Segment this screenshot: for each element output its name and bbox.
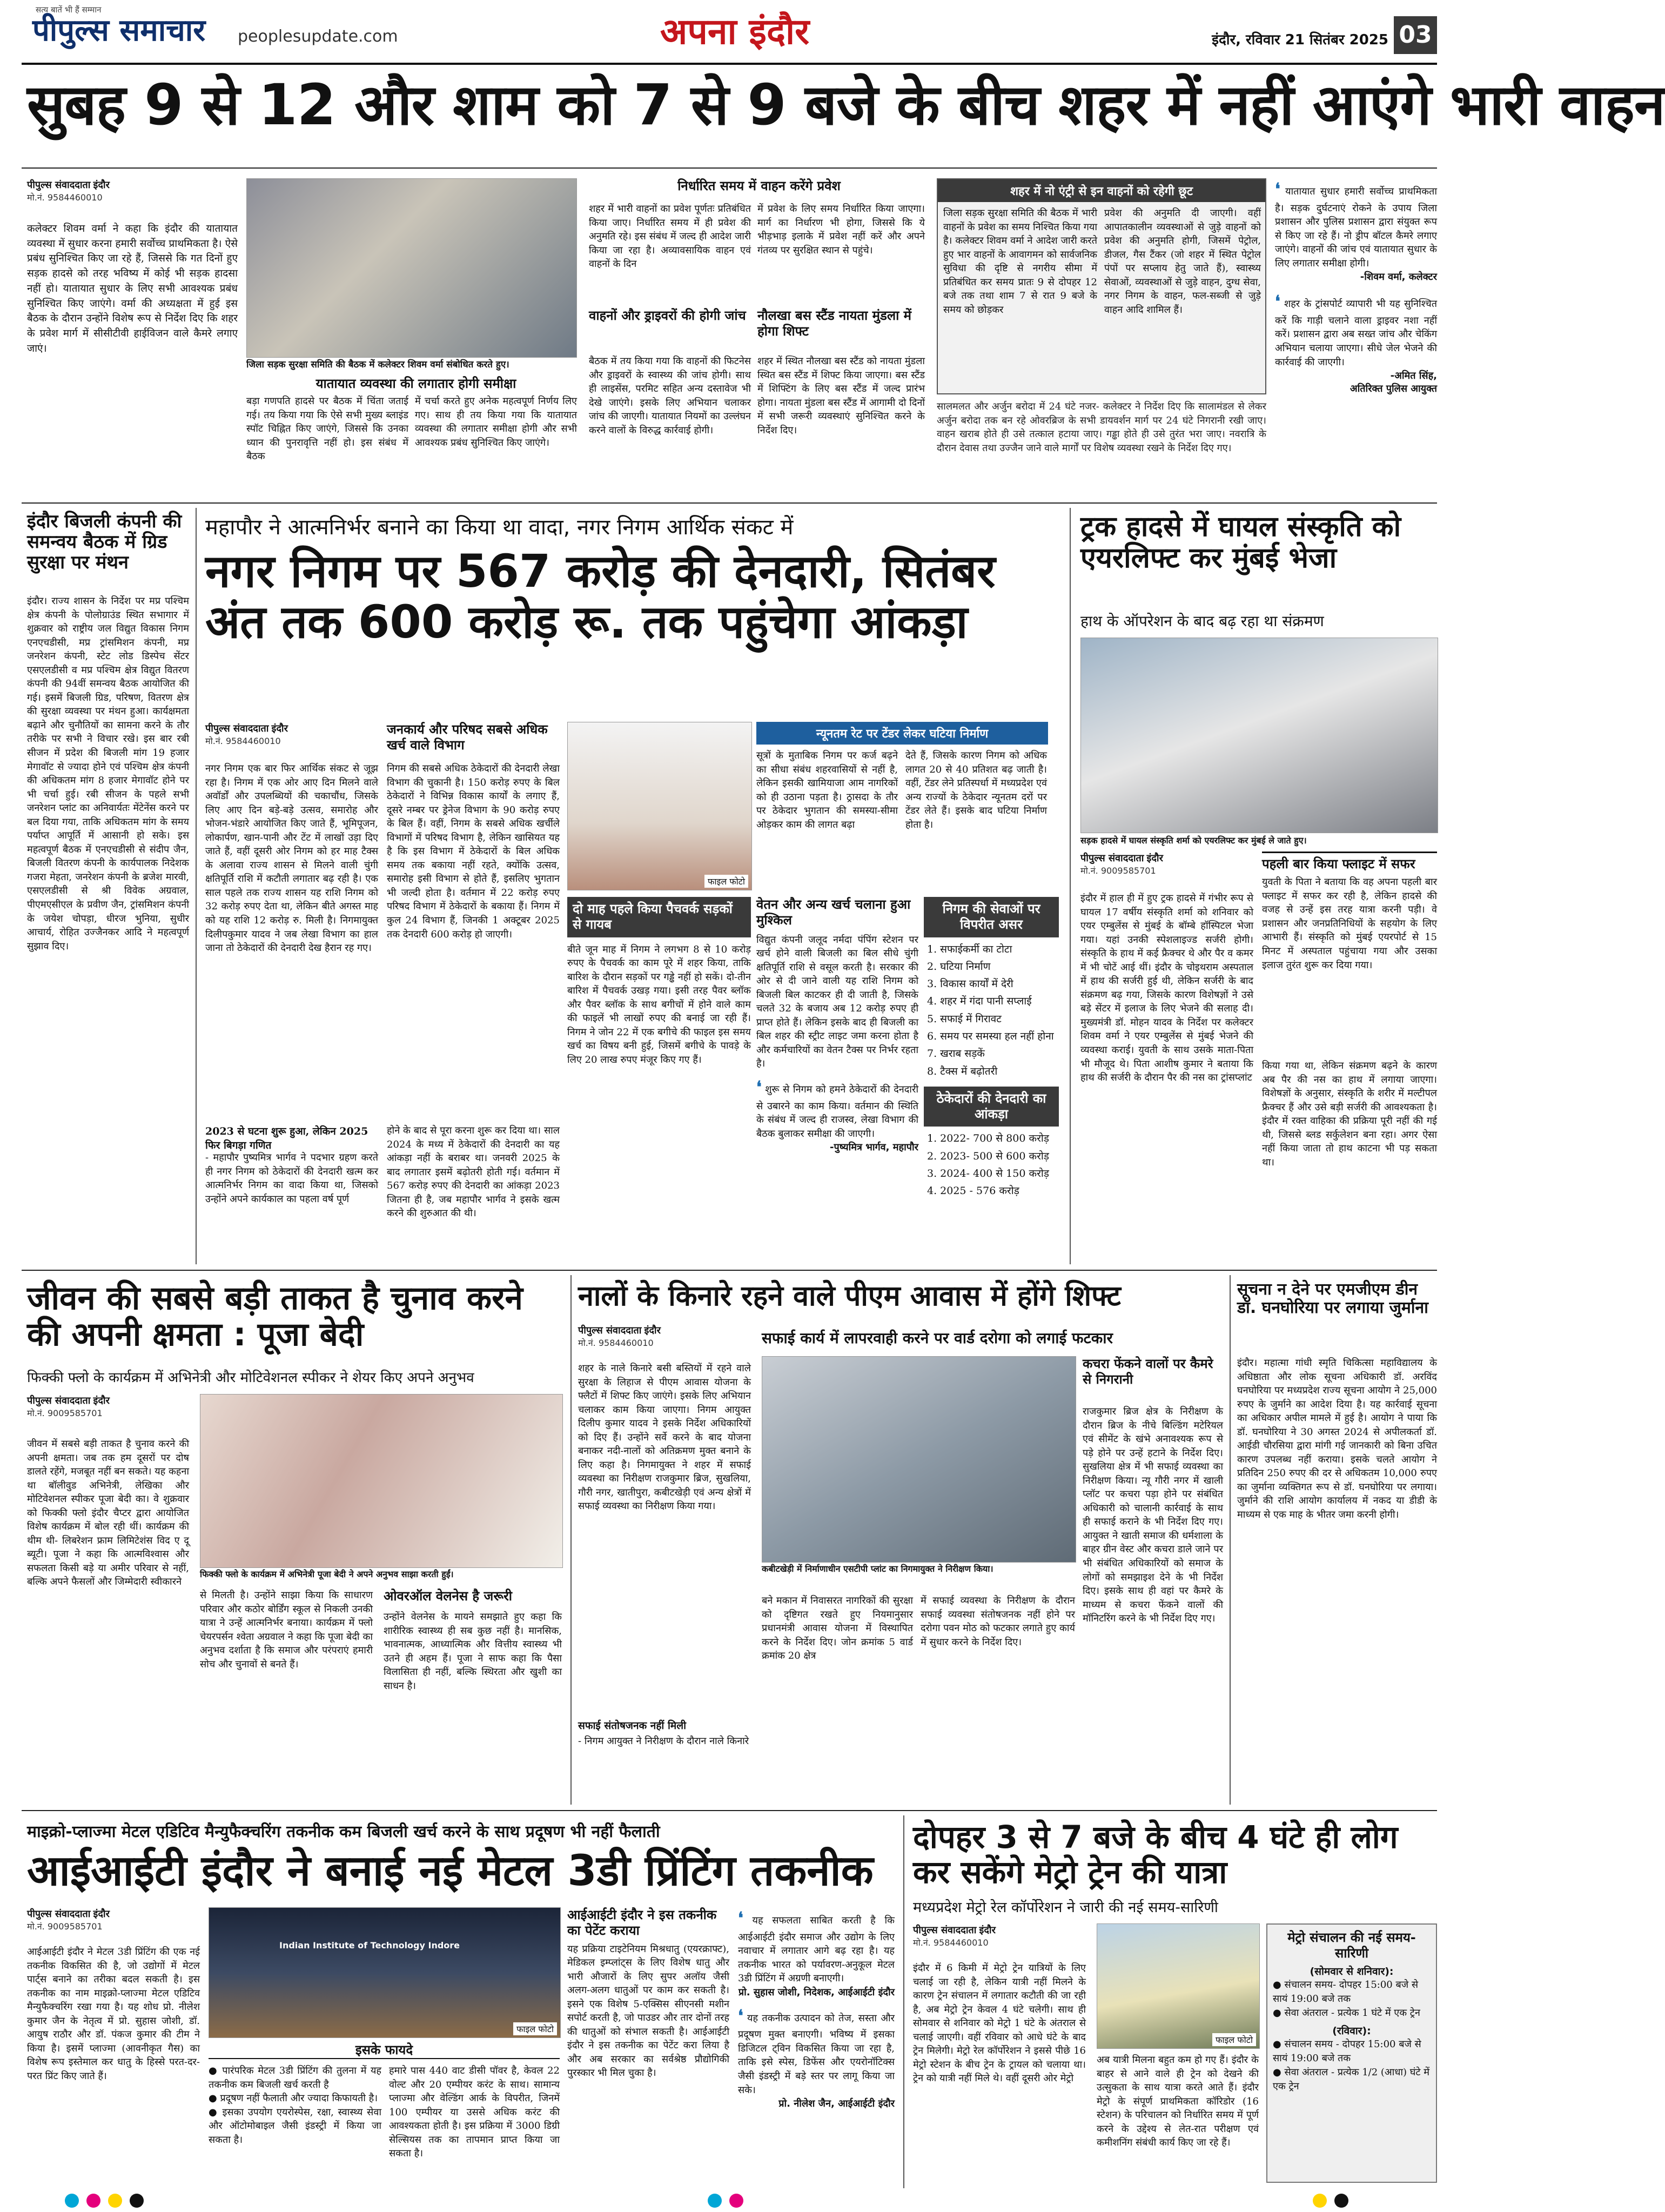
iit-patent-title: आईआईटी इंदौर ने इस तकनीक का पेटेंट कराया — [567, 1907, 717, 1939]
lead-sub1-text-a: बड़ा गणपति हादसे पर बैठक में चिंता जताई गई। तय किया गया कि ऐसे सभी मुख्य ब्लाइंड स्पॉट चिह्नित किए जाएंगे, जिससे कि उनका ध्यान की पुनरावृत्ति नहीं हो। इस संबंध में बैठक — [246, 396, 408, 462]
nala-col1-sub: सफाई संतोषजनक नहीं मिली — [578, 1720, 687, 1732]
registration-mark — [1313, 2194, 1327, 2208]
registration-mark — [1334, 2194, 1348, 2208]
lead-byline-block — [27, 178, 238, 203]
issue-date: इंदौर, रविवार 21 सितंबर 2025 — [1212, 32, 1388, 48]
byline-name: पीपुल्स संवाददाता — [27, 1395, 91, 1406]
municipal-col2-sub: जनकार्य और परिषद सबसे अधिक खर्च वाले विभाग — [387, 722, 548, 753]
lead-sub2: निर्धारित समय में वाहन करेंगे प्रवेश — [677, 178, 841, 193]
truck-text-b: किया गया था, लेकिन संक्रमण बढ़ने के कारण अब पैर की नस का हाथ में लगाया जाएगा। विशेषज्ञों के अनुसार, संस्कृति के शरीर में मल्टीपल फ्रैक्चर हैं और उसे बड़ी सर्जरी की आवश्यकता है। इंदौर में रक्त वाहिका की प्रक्रिया पूरी नहीं की गई थी, जिससे ब्लड सर्कुलेशन बना रहा। अगर ऐसा नहीं किया जाता तो हाथ काटना भी पड़ सकता था। — [1262, 1060, 1437, 1168]
truck-byline-block — [1080, 852, 1253, 876]
no-entry-box-text-b: प्रवेश की अनुमति दी जाएगी। वहीं आपातकालीन व्यवस्थाओं से जुड़े वाहनों को प्रवेश की अनुमति होगी, जिसमें पेट्रोल, डीजल, गैस टैंकर (जो शहर में स्थित पेट्रोल पंपों पर सप्लाय हेतु जाते हैं), स्वास्थ्य सेवाओं, व्यवस्थाओं से जुड़े वाहन, दुग्ध सेवा, नगर निगम के वाहन, फल-सब्जी से जुड़े वाहन आदि शामिल हैं। — [1104, 207, 1261, 316]
metro-text: इंदौर में 6 किमी में मेट्रो ट्रेन यात्रियों के लिए चलाई जा रही है, लेकिन यात्री नहीं मिलने के कारण ट्रेन संचालन में लगातार कटौती की जा रही है, अब मेट्रो ट्रेन केवल 4 घंटे चलेगी। साथ ही सोमवार से शनिवार को मेट्रो 1 घंटे के अंतराल से चलाई जाएगी। वहीं रविवार को आधे घंटे के बाद ट्रेन मिलेगी। मेट्रो रेल कॉर्पोरेशन ने इससे पीछे 16 मेट्रो स्टेशन के बीच ट्रेन के ट्रायल को चलाया था। ट्रेन को यात्री नहीं मिले थे। वहीं दूसरी ओर मेट्रो — [913, 1962, 1086, 2084]
metro-headline: दोपहर 3 से 7 बजे के बीच 4 घंटे ही लोग कर सकेंगे मेट्रो ट्रेन की यात्रा — [913, 1819, 1398, 1891]
byline-place: इंदौर — [93, 179, 110, 191]
effects-title: निगम की सेवाओं पर विपरीत असर — [924, 897, 1059, 937]
truck-photo-caption: सड़क हादसे में घायल संस्कृति शर्मा को एयरलिफ्ट कर मुंबई ले जाते हुए। — [1080, 835, 1307, 846]
effects-item: 2. घटिया निर्माण — [927, 960, 991, 973]
metro-schedule-item: ● संचालन समय - दोपहर 15:00 बजे से सायं 19:00 बजे तक — [1273, 2038, 1421, 2064]
byline-mobile: मो.नं. 9584460010 — [913, 1938, 989, 1948]
metro-schedule-box — [1266, 1923, 1437, 2183]
lead-photo-caption: जिला सड़क सुरक्षा समिति की बैठक में कलेक्टर शिवम वर्मा संबोधित करते हुए। — [246, 359, 509, 370]
tender-banner-text-a: सूत्रों के मुताबिक निगम पर कर्ज बढ़ने का सीधा संबंध शहरवासियों से नहीं है, लेकिन इसकी खामियाजा आम नागरिकों को ही उठाना पड़ता है। ठ्रासदा के तौर पर ठेकेदार भुगतान की समस्या-सीमा ओड़कर काम की लागत बढ़ा — [756, 750, 898, 830]
nala-headline: नालों के किनारे रहने वाले पीएम आवास में होंगे शिफ्ट — [578, 1280, 1121, 1312]
effects-item: 6. समय पर समस्या हल नहीं होना — [927, 1030, 1054, 1043]
brand-logo: पीपुल्स समाचार — [32, 13, 206, 48]
lead-col1: कलेक्टर शिवम वर्मा ने कहा कि इंदौर की यातायात व्यवस्था में सुधार करना हमारी सर्वोच्च प्राथमिकता है। ऐसे प्रबंध सुनिश्चित किए जा रहे हैं, जिससे कि गत दिनों हुए सड़क हादसे को तरह भविष्य में कोई भी सड़क हादसा नहीं हो। यातायात सुधार के लिए सभी आवश्यक प्रबंध सुनिश्चित किए जाएंगे। वर्मा की अध्यक्षता में हुई इस बैठक के दौरान उन्होंने विशेष रूप से निर्देश दिए कि शहर के प्रवेश मार्ग में सीसीटीवी हाईविजन वाले कैमरे लगाए जाएं। — [27, 223, 238, 354]
lead-sub1: यातायात व्यवस्था की लगातार होगी समीक्षा — [315, 376, 516, 391]
tender-banner-title: न्यूनतम रेट पर टेंडर लेकर घटिया निर्माण — [756, 722, 1048, 745]
stp-photo-caption: कबीटखेड़ी में निर्माणाधीन एसटीपी प्लांट का निगमायुक्त ने निरीक्षण किया। — [762, 1564, 993, 1574]
municipal-col1-b: - महापौर पुष्यमित्र भार्गव ने पदभार ग्रहण करते ही नगर निगम को ठेकेदारों की देनदारी खत्म कर आत्मनिर्भर निगम का वादा किया था, जिसको उन्होंने अपने कार्यकाल का पहला वर्ष पूर्ण — [205, 1152, 378, 1205]
quote-joshi: ❛ यह सफलता साबित करती है कि आईआईटी इंदौर समाज और उद्योग के लिए नवाचार में लगातार आगे बढ़ रहा है। यह तकनीक भारत को पर्यावरण-अनुकूल मेटल 3डी प्रिंटिंग में अग्रणी बनाएगी। — [738, 1909, 895, 1985]
salary-title: वेतन और अन्य खर्च चलाना हुआ मुश्किल — [756, 897, 911, 928]
tender-banner-text-b: देते हैं, जिसके कारण निगम को अधिक लागत 20 से 40 प्रतिशत बढ़ जाती है। वहीं, टेंडर लेने प्रतिस्पर्धा में मध्यप्रदेश एवं अन्य राज्यों के ठेकेदार न्यूनतम दरों पर टेंडर लेते हैं। इसके बाद घटिया निर्माण होता है। — [905, 750, 1047, 830]
municipal-headline: नगर निगम पर 567 करोड़ की देनदारी, सितंबर अंत तक 600 करोड़ रू. तक पहुंचेगा आंकड़ा — [205, 545, 996, 649]
byline-place: इंदौर — [1146, 853, 1163, 864]
metro-schedule-weekday: (सोमवार से शनिवार): — [1310, 1965, 1394, 1978]
effects-item: 8. टैक्स में बढ़ोतरी — [927, 1065, 998, 1077]
debt-title: ठेकेदारों की देनदारी का आंकड़ा — [924, 1087, 1059, 1127]
nala-byline-block — [578, 1324, 751, 1349]
quote-collector: ❛ यातायात सुधार हमारी सर्वोच्च प्राथमिकता है। सड़क दुर्घटनाएं रोकने के उपाय जिला प्रशासन और पुलिस प्रशासन द्वारा संयुक्त रूप से किए जा रहे हैं। नो ड्रीप बॉटल कैमरे लगाए जाएंगे। वाहनों की जांच एवं यातायात सुधार के लिए लगातार समीक्षा होगी। — [1275, 180, 1437, 269]
byline-place: इंदौर — [271, 723, 288, 734]
registration-mark — [86, 2194, 100, 2208]
effects-item: 5. सफाई में गिरावट — [927, 1013, 1002, 1025]
municipal-col2-b: होने के बाद से पूरा करना शुरू कर दिया था। साल 2024 के मध्य में ठेकेदारों की देनदारी का यह आंकड़ा नहीं के बराबर था। जनवरी 2025 के बाद लगातार इसमें बढ़ोतरी होती गई। वर्तमान में 567 करोड़ रुपए की देनदारी का आंकड़ा 2023 जितना ही है, जब महापौर भार्गव ने इसके खत्म करने की शुरुआत की थी। — [387, 1125, 560, 1219]
quote-police-sig2: अतिरिक्त पुलिस आयुक्त — [1350, 383, 1437, 395]
lead-sub3: वाहनों और ड्राइवरों की होगी जांच — [589, 308, 746, 323]
masthead-tagline: सत्य बातें भी हैं सम्मान — [36, 5, 102, 15]
registration-mark — [708, 2194, 722, 2208]
lead-quotes — [1275, 178, 1437, 481]
file-photo-label: फाइल फोटो — [1212, 2033, 1256, 2046]
byline-place: इंदौर — [93, 1395, 110, 1406]
mayor-quote: ❛ शुरू से निगम को हमने ठेकेदारों की देनदारी से उबारने का काम किया। वर्तमान की स्थिति के संबंध में जल्द ही राजस्व, लेखा विभाग की बैठक बुलाकर समीक्षा की जाएगी। — [756, 1078, 918, 1139]
debt-item: 3. 2024- 400 से 150 करोड़ — [927, 1168, 1049, 1180]
byline-mobile: मो.नं. 9009585701 — [27, 1408, 103, 1418]
iit-benefits-box — [209, 2042, 560, 2183]
file-photo-label: फाइल फोटो — [704, 875, 748, 888]
effects-list — [924, 937, 1059, 1083]
municipal-kicker: महापौर ने आत्मनिर्भर बनाने का किया था वादा, नगर निगम आर्थिक संकट में — [205, 515, 794, 540]
pooja-deck: फिक्की फ्लो के कार्यक्रम में अभिनेत्री और मोटिवेशनल स्पीकर ने शेयर किए अपने अनुभव — [27, 1370, 474, 1386]
overbridge-alert: सालमलत और अर्जुन बरोदा में 24 घंटे नजर- कलेक्टर ने निर्देश दिए कि सालामंडल से लेकर अर्जुन बरोदा तक बन रहे ओवरब्रिज के सभी डायवर्शन मार्ग पर 24 घंटे निगरानी रखी जाए। वाहन खराब होते ही उसे तत्काल हटाया जाए। गड्ढा होते ही उसे तुरंत भरा जाए। नवरात्रि के दौरान देवास तथा उज्जैन जाने वाले मार्गों पर विशेष व्यवस्था रखने के निर्देश दिए गए। — [937, 401, 1266, 454]
metro-schedule-sunday: (रविवार): — [1332, 2025, 1371, 2037]
iit-benefits-b: हमारे पास 440 वाट डीसी पॉवर है, केवल 22 वोल्ट और 20 एम्पीयर करंट के साथ। सामान्य प्लाज्मा और वेल्डिंग आर्क के विपरीत, जिनमें 100 एम्पीयर या उससे अधिक करंट की आवश्यकता होती है। इस प्रक्रिया में 3000 डिग्री सेल्सियस तक का तापमान प्राप्त किया जा सकता है। — [389, 2065, 560, 2160]
iit-campus-photo — [209, 1907, 561, 2038]
metro-schedule-item: ● सेवा अंतराल - प्रत्येक 1 घंटे में एक ट्रेन — [1273, 2007, 1420, 2019]
quote-collector-sig: -शिवम वर्मा, कलेक्टर — [1360, 271, 1437, 283]
metro-deck: मध्यप्रदेश मेट्रो रेल कॉर्पोरेशन ने जारी की नई समय-सारिणी — [913, 1899, 1218, 1916]
metro-text-b: अब यात्री मिलना बहुत कम हो गए हैं। इंदौर के बाहर से आने वाले ही ट्रेन को देखने की उत्सुकता के साथ यात्रा करते आते हैं। इंदौर मेट्रो के संपूर्ण प्राथमिकता कॉरिडोर (16 स्टेशन) के परिचालन को निर्धारित समय में पूर्ण करने के उद्देश्य से लेत-रात परीक्षण एवं कमीशनिंग संबंधी कार्य किए जा रहे हैं। — [1097, 2054, 1259, 2149]
iit-benefits-title: इसके फायदे — [209, 2042, 560, 2059]
byline-place: इंदौर — [644, 1325, 661, 1336]
debt-item: 1. 2022- 700 से 800 करोड़ — [927, 1132, 1049, 1145]
municipal-col1: नगर निगम एक बार फिर आर्थिक संकट से जूझ रहा है। निगम में एक ओर आए दिन मिलने वाले अवॉर्डों और उपलब्धियों की चकाचौंध, जिसके लिए आए दिन बड़े-बड़े उत्सव, समारोह और भोजन-भंडारे आयोजित किए जाते हैं, भूमिपूजन, लोकार्पण, खान-पानी और टेंट में लाखों उड़ा दिए जाते हैं, वहीं दूसरी ओर निगम को हर माह टैक्स के अलावा राज्य शासन से मिलने वाली चुंगी क्षतिपूर्ति राशि में कटौती लगातार बढ़ रही है। एक साल पहले तक राज्य शासन यह राशि निगम को 32 करोड़ रुपए देता था, लेकिन बीते अगस्त माह को यह राशि 12 करोड़ रु. मिली है। निगमायुक्त दिलीपकुमार यादव ने जब लेखा विभाग का हाल जाना तो ठेकेदारों की देनदारी देख हैरान रह गए। — [205, 763, 378, 954]
patchwork-title: दो माह पहले किया पैचवर्क सड़कों से गायब — [567, 897, 751, 937]
lead-sub3-text: बैठक में तय किया गया कि वाहनों की फिटनेस और ड्राइवरों के स्वास्थ्य की जांच होगी। साथ ही लाइसेंस, परमिट सहित अन्य दस्तावेज भी देखे जाएंगे। इसके लिए अभियान चलाकर जांच की जाएगी। यातायात नियमों का उल्लंघन करने वालों के विरुद्ध कार्रवाई होगी। — [589, 356, 751, 436]
byline-name: पीपुल्स संवाददाता — [913, 1925, 977, 1936]
debt-item: 2. 2023- 500 से 600 करोड़ — [927, 1150, 1049, 1162]
mgm-headline: सूचना न देने पर एमजीएम डीन डॉ. घनघोरिया पर लगाया जुर्माना — [1237, 1280, 1428, 1317]
no-entry-box-text-a: जिला सड़क सुरक्षा समिति की बैठक में भारी वाहनों के प्रवेश का समय निश्चित किया गया है। कलेक्टर शिवम वर्मा ने आदेश जारी करते हुए भार वाहनों के आवागमन को सार्वजनिक सुविधा की दृष्टि से नगरीय सीमा में प्रतिबंधित कर समय प्रातः 9 से दोपहर 12 बजे तक तथा शाम 7 से रात 9 बजे के समय को छोड़कर — [943, 207, 1097, 316]
pooja-photo-caption: फिक्की फ्लो के कार्यक्रम में अभिनेत्री पूजा बेदी ने अपने अनुभव साझा करती हुईं। — [200, 1569, 454, 1579]
nala-deck: सफाई कार्य में लापरवाही करने पर वार्ड दरोगा को लगाई फटकार — [762, 1329, 1113, 1347]
pooja-headline: जीवन की सबसे बड़ी ताकत है चुनाव करने की अपनी क्षमता : पूजा बेदी — [27, 1279, 523, 1354]
lead-headline: सुबह 9 से 12 और शाम को 7 से 9 बजे के बीच शहर में नहीं आएंगे भारी वाहन — [27, 72, 1665, 138]
lead-sub4: नौलखा बस स्टैंड नायता मुंडला में होगा शिफ्ट — [757, 308, 912, 339]
tender-banner — [756, 722, 1048, 884]
registration-mark — [65, 2194, 79, 2208]
no-entry-box — [937, 178, 1266, 394]
pooja-col2: से मिलती है। उन्होंने साझा किया कि साधारण परिवार और कठोर बोर्डिंग स्कूल से निकली उनकी यात्रा ने उन्हें आत्मनिर्भर बनाया। कार्यक्रम में फ्लो चेयरपर्सन श्वेता अग्रवाल ने कहा कि पूजा बेदी का अनुभव दर्शाता है कि समाज और परंपराएं हमारी सोच और चुनावों से बनते हैं। — [200, 1590, 373, 1670]
metro-schedule-weekday-list — [1273, 1978, 1431, 2020]
byline-mobile: मो.नं. 9009585701 — [1080, 866, 1156, 876]
patchwork-text: बीते जून माह में निगम ने लगभग 8 से 10 करोड़ रुपए के पैचवर्क का काम पूरे में शहर किया, ताकि बारिश के दौरान सड़कों पर गड्ढे नहीं हो सकें। दो-तीन बारिश में पैचवर्क उखड़ गया। इसी तरह पैवर ब्लॉक और पैवर ब्लॉक के साथ बगीचों में होने वाले काम की फाइलें भी लाखों रुपए की बनाई जा रही हैं। निगम ने जोन 22 में एक बगीचे की फाइल इस समय खर्च का विषय बनी हुई, जिसमें बगीचे के पावड़े के लिए 20 लाख रुपए मंजूर किए गए हैं। — [567, 943, 751, 1065]
effects-box — [924, 897, 1059, 1264]
power-headline: इंदौर बिजली कंपनी की समन्वय बैठक में ग्रिड सुरक्षा पर मंथन — [27, 511, 182, 574]
iit-kicker: माइक्रो-प्लाज्मा मेटल एडिटिव मैन्युफैक्चरिंग तकनीक कम बिजली खर्च करने के साथ प्रदूषण भी नहीं फैलाती — [27, 1822, 660, 1841]
quote-jain-sig: प्रो. नीलेश जैन, आईआईटी इंदौर — [778, 2098, 895, 2110]
iit-patent-text: यह प्रक्रिया टाइटेनियम मिश्रधातु (एयरक्राफ्ट), मेडिकल इम्प्लांट्स के लिए विशेष धातु और भारी औजारों के लिए सुपर अलॉय जैसी अलग-अलग धातुओं पर काम कर सकती है। इसने एक विशेष 5-एक्सिस सीएनसी मशीन सपोर्ट करती है, जो पाउडर और तार दोनों तरह की धातुओं को संभाल सकती है। आईआईटी इंदौर ने इस तकनीक का पेटेंट करा लिया है और अब सरकार का सर्वश्रेष्ठ प्रौद्योगिकी पुरस्कार भी मिल चुका है। — [567, 1943, 729, 2079]
file-photo-label: फाइल फोटो — [513, 2022, 557, 2035]
metro-schedule-title: मेट्रो संचालन की नई समय-सारिणी — [1287, 1930, 1416, 1961]
municipal-col2: निगम की सबसे अधिक ठेकेदारों की देनदारी लेखा विभाग की चुकानी है। 150 करोड़ रुपए के बिल ठेकेदारों ने विभिन्न विकास कार्यों के लगाए हैं, दूसरे नम्बर पर ड्रेनेज विभाग के 90 करोड़ रुपए के बिल हैं। वहीं, निगम के सबसे अधिक खर्चीले विभागों में परिषद विभाग है, लेकिन खासियत यह है कि इस विभाग में ठेकेदारों के बिल अधिक समय तक बकाया नहीं रहते, क्योंकि उत्सव, समारोह इसी विभाग से होते हैं, इसलिए भुगतान भी जल्दी होता है। वर्तमान में 22 करोड़ रुपए परिषद विभाग में ठेकेदारों के बकाया हैं। निगम में कुल 24 विभाग हैं, जिनकी 1 अक्टूबर 2025 तक देनदारी 600 करोड़ हो जाएगी। — [387, 763, 560, 940]
site-url[interactable]: peoplesupdate.com — [238, 27, 398, 46]
quote-joshi-sig: प्रो. सुहास जोशी, निदेशक, आईआईटी इंदौर — [738, 1986, 895, 1998]
pooja-col3: उन्होंने वेलनेस के मायने समझाते हुए कहा कि शारीरिक स्वास्थ्य ही सब कुछ नहीं है। मानसिक, भावनात्मक, आध्यात्मिक और वित्तीय स्वास्थ्य भी उतने ही अहम हैं। पूजा ने साफ कहा कि पैसा विलासिता ही नहीं, बल्कि स्थिरता और खुशी का साधन है। — [384, 1611, 562, 1692]
salary-box — [756, 897, 918, 1264]
municipal-building-photo — [567, 722, 752, 890]
metro-schedule-item: ● संचालन समय- दोपहर 15:00 बजे से सायं 19:00 बजे तक — [1273, 1979, 1418, 2005]
quote-police-sig: -अमित सिंह, — [1390, 370, 1437, 382]
truck-headline: ट्रक हादसे में घायल संस्कृति को एयरलिफ्ट कर मुंबई भेजा — [1080, 511, 1401, 575]
page-number: 03 — [1394, 16, 1437, 54]
debt-list — [924, 1127, 1059, 1203]
nala-col1-b: - निगम आयुक्त ने निरीक्षण के दौरान नाले किनारे — [578, 1735, 749, 1747]
quote-police: ❛ शहर के ट्रांसपोर्ट व्यापारी भी यह सुनिश्चित करें कि गाड़ी चलाने वाला ड्राइवर नशा नहीं करें। प्रशासन द्वारा अब सख्त जांच और चेकिंग अभियान चलाया जाएगा। सीधे जेल भेजने की कार्रवाई की जाएगी। — [1275, 292, 1437, 368]
debt-item: 4. 2025 - 576 करोड़ — [927, 1185, 1019, 1197]
byline-place: इंदौर — [979, 1925, 996, 1936]
byline-name: पीपुल्स संवाददाता — [27, 1908, 91, 1920]
registration-mark — [729, 2194, 743, 2208]
iit-headline: आईआईटी इंदौर ने बनाई नई मेटल 3डी प्रिंटिंग तकनीक — [27, 1847, 874, 1895]
effects-item: 7. खराब सड़कें — [927, 1048, 985, 1060]
lead-sub1-text-b: में चर्चा करते हुए अनेक महत्वपूर्ण निर्णय लिए गए। साथ ही तय किया गया कि यातायात व्यवस्था की लगातार समीक्षा होगी और सभी आवश्यक प्रबंध सुनिश्चित किए जाएंगे। — [415, 396, 577, 448]
iit-benefit-item: ● पारंपरिक मेटल 3डी प्रिंटिंग की तुलना में यह तकनीक कम बिजली खर्च करती है — [209, 2065, 381, 2090]
mgm-text: इंदौर। महात्मा गांधी स्मृति चिकित्सा महाविद्यालय के अधिष्ठाता और लोक सूचना अधिकारी डॉ. अरविंद घनघोरिया पर मध्यप्रदेश राज्य सूचना आयोग ने 25,000 रुपए के जुर्माने का आदेश दिया है। यह कार्रवाई सूचना का अधिकार अपील मामले में हुई है। आयोग ने पाया कि डॉ. घनघोरिया ने 30 अगस्त 2024 से अपीलकर्ता डॉ. आईडी चौरसिया द्वारा मांगी गई जानकारी को बिना उचित कारण उपलब्ध नहीं कराया। इसके चलते आयोग ने प्रतिदिन 250 रुपए की दर से अधिकतम 10,000 रुपए का जुर्माना व्यक्तिगत रूप से डॉ. घनघोरिया पर लगाया। जुर्माने की राशि आयोग कार्यालय में नकद या डीडी के माध्यम से एक माह के भीतर जमा करनी होगी। — [1237, 1357, 1437, 1521]
first-flight-title: पहली बार किया फ्लाइट में सफर — [1262, 856, 1415, 872]
lead-sub2-text-b: में प्रवेश के लिए समय निर्धारित किया जाएगा। मार्ग का निर्धारण भी होगा, जिससे कि ये भीड़भाड़ इलाके में प्रवेश नहीं करें और अपने गंतव्य पर सुरक्षित स्थान से पहुंचे। — [757, 203, 925, 256]
pooja-event-photo — [200, 1394, 563, 1568]
quote-jain: ❛ यह तकनीक उत्पादन को तेज, सस्ता और प्रदूषण मुक्त बनाएगी। भविष्य में इसका डिजिटल ट्विन विकसित किया जा रहा है, ताकि इसे स्पेस, डिफेंस और एयरोनॉटिक्स जैसी इंडस्ट्री में बड़े स्तर पर लागू किया जा सके। — [738, 2006, 895, 2096]
mayor-quote-sig: -पुष्यमित्र भार्गव, महापौर — [830, 1142, 918, 1154]
pooja-byline-block — [27, 1394, 189, 1419]
metro-schedule-item: ● सेवा अंतराल - प्रत्येक 1/2 (आधा) घंटे में एक ट्रेन — [1273, 2067, 1429, 2093]
first-flight-text: युवती के पिता ने बताया कि वह अपना पहली बार फ्लाइट में सफर कर रही है, लेकिन हादसे की वजह से उन्हें इस तरह यात्रा करनी पड़ी। वे प्रशासन और जनप्रतिनिधियों के सहयोग के लिए आभारी हैं। संस्कृति को मुंबई एयरपोर्ट से 15 मिनट में अस्पताल पहुंचाया गया और उसका इलाज तुरंत शुरू कर दिया गया। — [1262, 876, 1437, 971]
iit-byline-block — [27, 1907, 200, 1932]
first-flight-box — [1262, 852, 1437, 1057]
effects-item: 4. शहर में गंदा पानी सप्लाई — [927, 995, 1032, 1008]
byline-mobile: मो.नं. 9009585701 — [27, 1921, 103, 1932]
no-entry-box-title: शहर में नो एंट्री से इन वाहनों को रहेगी छूट — [938, 179, 1265, 202]
masthead — [0, 0, 1447, 64]
metro-train-photo — [1097, 1923, 1260, 2049]
nala-col1: शहर के नाले किनारे बसी बस्तियों में रहने वाले सुरक्षा के लिहाज से पीएम आवास योजना के फ्लैटों में शिफ्ट किए जाएंगे। इसके लिए अभियान चलाकर काम किया जाएगा। निगम आयुक्त दिलीप कुमार यादव ने इसके निर्देश अधिकारियों को दिए हैं। उन्होंने सर्वे करने के बाद योजना बनाकर नदी-नालों को अतिक्रमण मुक्त बनाने के लिए कहा है। निगमायुक्त ने शहर में सफाई व्यवस्था का निरीक्षण राजकुमार ब्रिज, सुखलिया, गौरी नगर, खातीपुरा, कबीटखेड़ी एवं अन्य क्षेत्रों में सफाई व्यवस्था का निरीक्षण किया गया। — [578, 1363, 751, 1512]
effects-item: 1. सफाईकर्मी का टोटा — [927, 943, 1012, 955]
municipal-col1-sub: 2023 से घटना शुरू हुआ, लेकिन 2025 फिर बिगड़ा गणित — [205, 1125, 368, 1151]
iit-quotes — [738, 1907, 895, 2183]
nala-col3: में सफाई व्यवस्था के निरीक्षण के दौरान सफाई व्यवस्था संतोषजनक नहीं होने पर दरोगा पवन मोठ को फटकार लगाते हुए कार्य में सुधार करने के निर्देश दिए। — [921, 1595, 1075, 1648]
lead-sub4-text: शहर में स्थित नौलखा बस स्टैंड को नायता मुंडला स्थित बस स्टैंड में शिफ्ट किया जाएगा। बस स्टैंड में शिफ्टिंग के लिए बस स्टैंड में जल्द प्रारंभ होगा। नायता मुंडला बस स्टैंड में आगामी दो दिनों में सभी जरूरी व्यवस्थाएं सुनिश्चित करने के निर्देश दिए। — [757, 356, 925, 436]
stp-plant-photo — [762, 1356, 1076, 1563]
byline-mobile: मो.नं. 9584460010 — [205, 736, 281, 746]
byline-mobile: मो.नं. 9584460010 — [578, 1338, 654, 1348]
truck-text-a: इंदौर में हाल ही में हुए ट्रक हादसे में गंभीर रूप से घायल 17 वर्षीय संस्कृति शर्मा को शनिवार को एयर एम्बुलेंस से मुंबई के बॉम्बे हॉस्पिटल भेजा गया। यहां उनकी स्पेशलाइज्ड सर्जरी होगी। संस्कृति के हाथ में कई फ्रैक्चर थे और पैर व कमर में भी चोटें आई थीं। इंदौर के चोइथराम अस्पताल में हाथ की सर्जरी हुई थी, लेकिन सर्जरी के बाद संक्रमण बढ़ गया, जिसके कारण विशेषज्ञों ने उसे बड़े सेंटर में इलाज के लिए भेजने की सलाह दी। मुख्यमंत्री डॉ. मोहन यादव के निर्देश पर कलेक्टर शिवम वर्मा ने एयर एम्बुलेंस से मुंबई भेजने की व्यवस्था कराई। युवती के साथ उसके माता-पिता भी मौजूद थे। पिता आशीष कुमार ने बताया कि हाथ की सर्जरी के दौरान पैर की नस का ट्रांसप्लांट — [1080, 893, 1253, 1084]
lead-sub2-text-a: शहर में भारी वाहनों का प्रवेश पूर्णतः प्रतिबंधित किया जाए। निर्धारित समय में ही प्रवेश की अनुमति रहे। इस संबंध में जल्द ही आदेश जारी किया जा रहा है। अव्यावसायिक वाहन एवं वाहनों के दिन — [589, 203, 751, 270]
metro-schedule-sunday-list — [1273, 2037, 1431, 2094]
registration-mark — [130, 2194, 144, 2208]
metro-byline-block — [913, 1923, 1097, 1948]
lead-photo — [246, 178, 577, 358]
iit-building-sign: Indian Institute of Technology Indore — [279, 1940, 460, 1950]
byline-name: पीपुल्स संवाददाता — [27, 179, 91, 191]
iit-col3 — [567, 1907, 729, 2183]
municipal-byline-block — [205, 722, 378, 747]
byline-name: पीपुल्स संवाददाता — [1080, 853, 1144, 864]
byline-name: पीपुल्स संवाददाता — [205, 723, 269, 734]
iit-benefit-item: ● प्रदूषण नहीं फैलाती और ज्यादा किफायती है। — [209, 2093, 378, 2104]
salary-text: विद्युत कंपनी जलूद नर्मदा पंपिंग स्टेशन पर खर्च होने वाली बिजली का बिल सीधे चुंगी क्षतिपूर्ति राशि से वसूल करती है। सरकार की ओर से दी जाने वाली यह राशि निगम को बिजली बिल काटकर ही दी जाती है, जिसके चलते 32 के बजाय अब 12 करोड़ रुपए ही प्राप्त होते हैं। लेकिन इसके बाद ही बिजली का बिल शहर की स्ट्रीट लाइट जमा करना होता है और कर्मचारियों का वेतन टैक्स पर निर्भर रहता है। — [756, 934, 918, 1070]
iit-col1: आईआईटी इंदौर ने मेटल 3डी प्रिंटिंग की एक नई तकनीक विकसित की है, जो उद्योगों में मेटल पार्ट्स बनाने का तरीका बदल सकती है। इस तकनीक का नाम माइक्रो-प्लाज्मा मेटल एडिटिव मैन्युफैक्चरिंग रखा गया है। यह शोध प्रो. नीलेश कुमार जैन के नेतृत्व में प्रो. सुहास जोशी, डॉ. आयुष राठौर और डॉ. पंकज कुमार की टीम ने किया है। इसमें प्लाज्मा (आवनीकृत गैस) का विशेष रूप इस्तेमाल कर धातु के हिस्से परत-दर-परत प्रिंट किए जाते हैं। — [27, 1946, 200, 2082]
power-text: इंदौर। राज्य शासन के निर्देश पर मप्र पश्चिम क्षेत्र कंपनी के पोलोग्राउंड स्थित सभागार में शुक्रवार को राष्ट्रीय जल विद्युत विकास निगम एनएचडीसी, मप्र ट्रांसमिशन कंपनी, मप्र जनरेशन कंपनी, स्टेट लोड डिस्पेच सेंटर एसएलडीसी व मप्र पश्चिम क्षेत्र विद्युत वितरण कंपनी की 94वीं समन्वय बैठक आयोजित की गई। इसमें बिजली ग्रिड, परिषण, वितरण क्षेत्र की सुरक्षा व्यवस्था पर मंथन हुआ। कार्यक्षमता बढ़ाने और चुनौतियों का सामना करने के तौर तरीके पर सभी ने विचार रखे। इस बार रबी सीजन में प्रदेश की बिजली मांग 19 हजार मेगावॉट से ज्यादा होने एवं पश्चिम क्षेत्र कंपनी की अधिकतम मांग 8 हजार मेगावॉट होने पर भी चर्चा हुई। रबी सीजन के पहले सभी जनरेशन प्लांट का अनिवार्यतः मेंटेनेंस करने पर बल दिया गया, ताकि अधिकतम मांग के समय पर्याप्त आपूर्ति में आसानी हो सके। इस महत्वपूर्ण बैठक में एनएचडीसी से संदीप जैन, बिजली वितरण कंपनी के कार्यपालक निदेशक गजरा मेहता, जनरेशन कंपनी के ब्रजेश मारवी, एसएलडीसी से श्री विवेक अग्रवाल, पीएमएसीएल के प्रवीण जैन, ट्रांसमिशन कंपनी के जयेश चोपड़ा, धीरज भुनिया, सुधीर आचार्य, रोहित उज्जैनकर आदि ने महत्वपूर्ण सुझाव दिए। — [27, 595, 189, 952]
byline-name: पीपुल्स संवाददाता — [578, 1325, 642, 1336]
registration-mark — [108, 2194, 122, 2208]
pooja-sub: ओवरऑल वेलनेस है जरूरी — [384, 1588, 512, 1604]
iit-benefits-list — [209, 2064, 381, 2147]
iit-benefit-item: ● इसका उपयोग एयरोस्पेस, रक्षा, स्वास्थ्य सेवा और ऑटोमोबाइल जैसी इंडस्ट्री में किया जा सकता है। — [209, 2106, 381, 2146]
nala-col2: बने मकान में निवासरत नागरिकों की सुरक्षा को दृष्टिगत रखते हुए नियमानुसार प्रधानमंत्री आवास योजना में विस्थापित करने के निर्देश दिए। जोन क्रमांक 5 वार्ड क्रमांक 20 क्षेत्र — [762, 1595, 913, 1662]
byline-place: इंदौर — [93, 1908, 110, 1920]
truck-airlift-photo — [1080, 638, 1438, 833]
pooja-col1: जीवन में सबसे बड़ी ताकत है चुनाव करने की अपनी क्षमता। जब तक हम दूसरों पर दोष डालते रहेंगे, मजबूत नहीं बन सकते। यह कहना था बॉलीवुड अभिनेत्री, लेखिका और मोटिवेशनल स्पीकर पूजा बेदी का। वे शुक्रवार को फिक्की फ्लो इंदौर चैप्टर द्वारा आयोजित विशेष कार्यक्रम में बोल रही थीं। कार्यक्रम की थीम थी- लिबरेशन फ्राम लिमिटेशंस विद ए दू ब्यूटी। पूजा ने कहा कि आत्मविश्वास और सफलता किसी बड़े या अमीर परिवार से नहीं, बल्कि अपने फैसलों और जिम्मेदारी स्वीकारने — [27, 1438, 189, 1588]
section-title: अपना इंदौर — [660, 11, 810, 52]
effects-item: 3. विकास कार्यों में देरी — [927, 978, 1013, 990]
nala-sub: कचरा फेंकने वालों पर कैमरे से निगरानी — [1083, 1356, 1213, 1387]
nala-col4: राजकुमार ब्रिज क्षेत्र के निरीक्षण के दौरान ब्रिज के नीचे बिल्डिंग मटेरियल एवं सीमेंट के खंभे अनावश्यक रूप से पड़े होने पर उन्हें हटाने के निर्देश दिए। सुखलिया क्षेत्र में भी सफाई व्यवस्था का निरीक्षण किया। न्यू गौरी नगर में खाली प्लॉट पर कचरा पड़ा होने पर संबंधित अधिकारी को चालानी कार्रवाई के साथ ही सफाई कराने के भी निर्देश दिए गए। आयुक्त ने खाती समाज की धर्मशाला के बाहर ग्रीन वेस्ट और कचरा डाले जाने पर भी संबंधित अधिकारियों को समाज के लोगों को समझाइश देने के भी निर्देश दिए। इसके साथ ही वहां पर कैमरे के माध्यम से कचरा फेंकने वालों की मॉनिटरिंग करने के भी निर्देश दिए गए। — [1083, 1406, 1223, 1625]
byline-mobile: मो.नं. 9584460010 — [27, 192, 103, 203]
patchwork-box — [567, 897, 751, 1264]
truck-deck: हाथ के ऑपरेशन के बाद बढ़ रहा था संक्रमण — [1080, 612, 1324, 630]
